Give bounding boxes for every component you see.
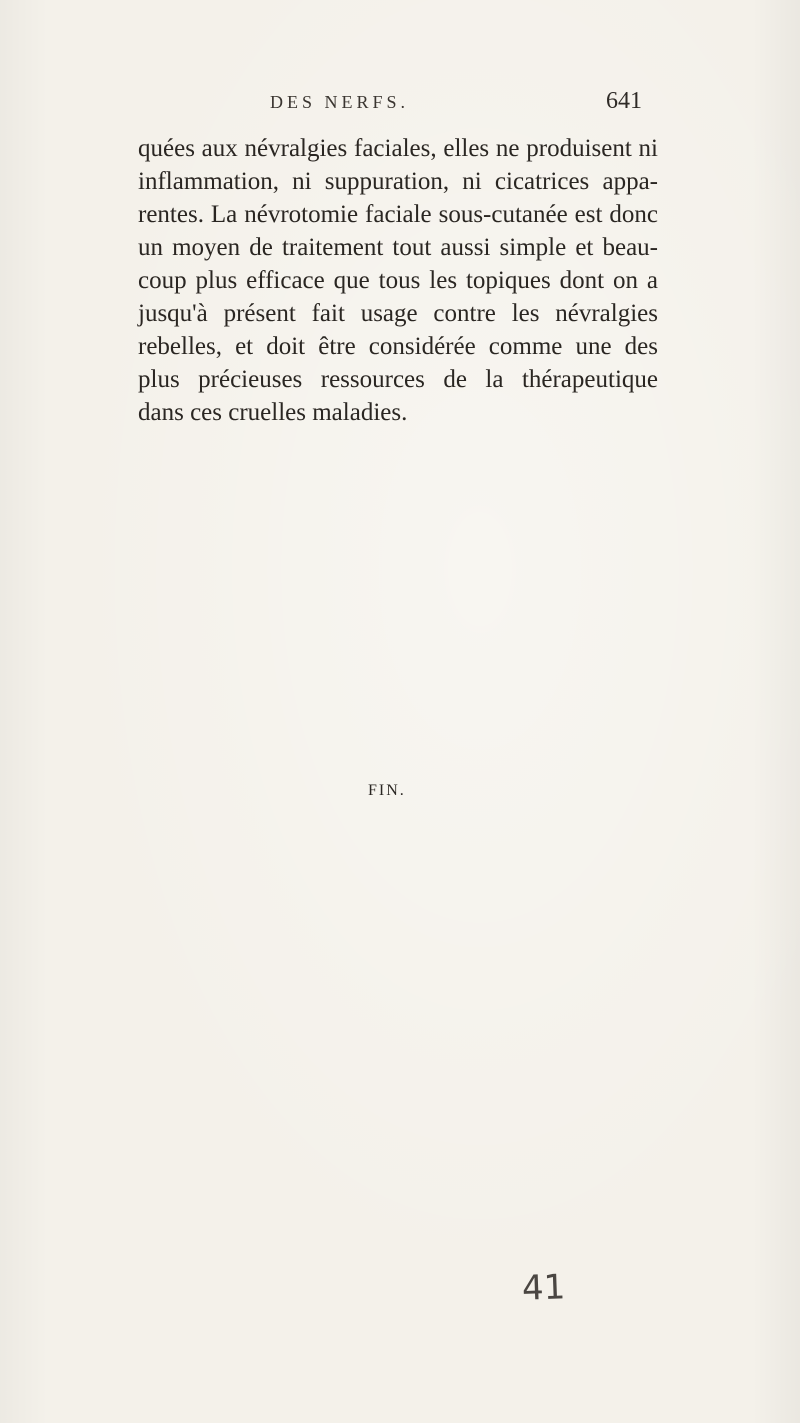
page-header — [0, 88, 800, 122]
body-paragraph — [138, 132, 658, 429]
handwritten-number: 41 — [521, 1267, 566, 1309]
running-head: DES NERFS. — [270, 92, 410, 112]
end-mark: FIN. — [368, 782, 406, 799]
text-line: un moyen de traitement tout aussi simple et beau- — [138, 234, 658, 261]
text-line: plus précieuses ressources de la thérapeutique — [138, 366, 658, 393]
text-line: rebelles, et doit être considérée comme une des — [138, 333, 658, 360]
text-line: jusqu'à présent fait usage contre les névralgies — [138, 300, 658, 327]
text-line: quées aux névralgies faciales, elles ne produisent ni — [138, 135, 658, 162]
text-line: dans ces cruelles maladies. — [138, 399, 408, 426]
text-line: inflammation, ni suppuration, ni cicatrices appa- — [138, 168, 658, 195]
text-line: coup plus efficace que tous les topiques dont on a — [138, 267, 658, 294]
page-number: 641 — [606, 88, 642, 114]
text-line: rentes. La névrotomie faciale sous-cutanée est donc — [138, 201, 658, 228]
